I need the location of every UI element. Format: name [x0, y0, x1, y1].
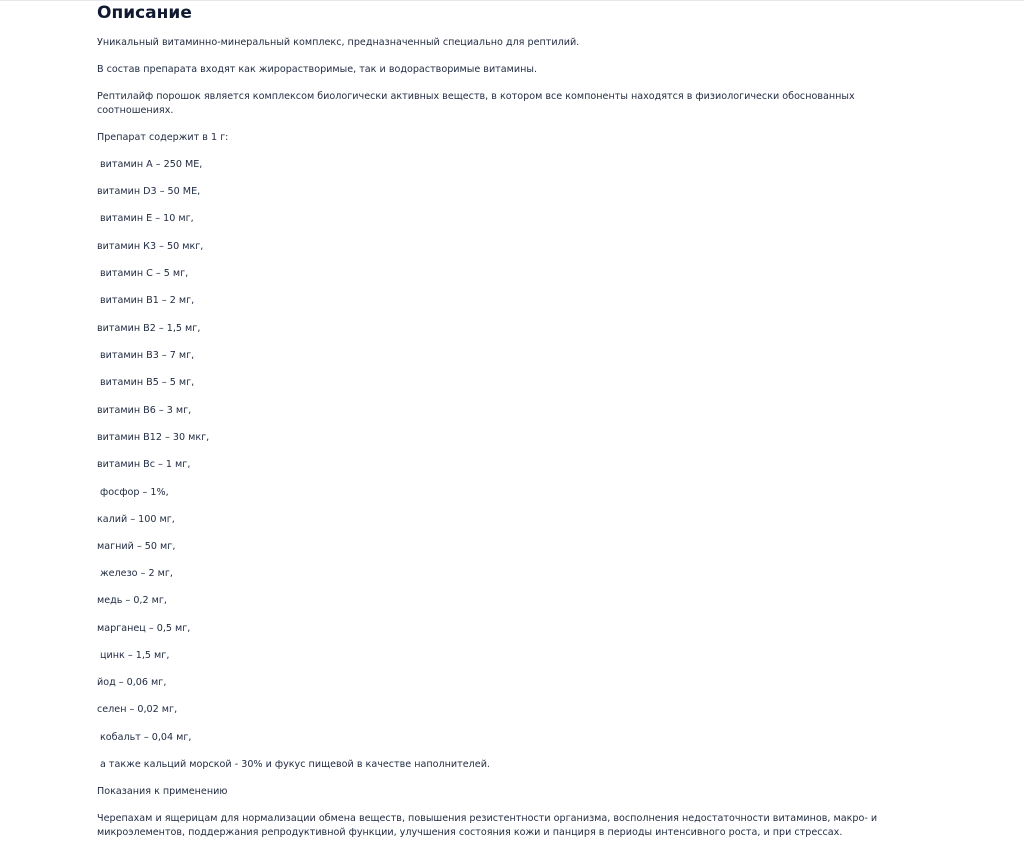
intro-paragraph-3: Рептилайф порошок является комплексом биологически активных веществ, в котором все компоненты находятся в физиологически обоснованных соотношениях. [97, 91, 855, 116]
ingredient-item: витамин Е – 10 мг, [100, 213, 194, 224]
ingredient-item: витамин С – 5 мг, [100, 268, 189, 279]
ingredient-item: железо – 2 мг, [100, 568, 173, 579]
ingredient-item: фосфор – 1%, [100, 487, 169, 498]
section-title: Описание [97, 3, 192, 23]
ingredient-item: калий – 100 мг, [97, 514, 175, 525]
ingredient-item: витамин В3 – 7 мг, [100, 350, 195, 361]
ingredient-item: магний – 50 мг, [97, 541, 176, 552]
indications-paragraph: Черепахам и ящерицам для нормализации обмена веществ, повышения резистентности организма, восполнения недостаточности витаминов, макро- и микроэлементов, поддержания репродуктивной функции, улучшения состояния кожи и панциря в периоды интенсивного роста, и при стрессах. [97, 813, 878, 838]
ingredient-item: цинк – 1,5 мг, [100, 650, 170, 661]
ingredient-item: медь – 0,2 мг, [97, 595, 167, 606]
ingredient-item: витамин В6 – 3 мг, [97, 405, 192, 416]
ingredient-item: селен – 0,02 мг, [97, 704, 178, 715]
ingredient-item: витамин В2 – 1,5 мг, [97, 323, 201, 334]
ingredient-item: кобальт – 0,04 мг, [100, 732, 192, 743]
ingredient-item: витамин В12 – 30 мкг, [97, 432, 210, 443]
intro-paragraph-2: В состав препарата входят как жирорастворимые, так и водорастворимые витамины. [97, 64, 538, 75]
ingredient-item: витамин D3 – 50 МЕ, [97, 186, 201, 197]
ingredient-item: витамин В1 – 2 мг, [100, 295, 195, 306]
ingredient-item: марганец – 0,5 мг, [97, 623, 191, 634]
indications-title: Показания к применению [97, 786, 228, 797]
ingredient-item: витамин А – 250 МЕ, [100, 159, 203, 170]
filler-note: а также кальций морской - 30% и фукус пищевой в качестве наполнителей. [100, 759, 490, 770]
ingredient-item: витамин К3 – 50 мкг, [97, 241, 204, 252]
intro-paragraph-1: Уникальный витаминно-минеральный комплекс, предназначенный специально для рептилий. [97, 37, 580, 48]
ingredient-item: йод – 0,06 мг, [97, 677, 167, 688]
ingredient-item: витамин В5 – 5 мг, [100, 377, 195, 388]
ingredient-item: витамин Вс – 1 мг, [97, 459, 191, 470]
contains-label: Препарат содержит в 1 г: [97, 132, 229, 143]
